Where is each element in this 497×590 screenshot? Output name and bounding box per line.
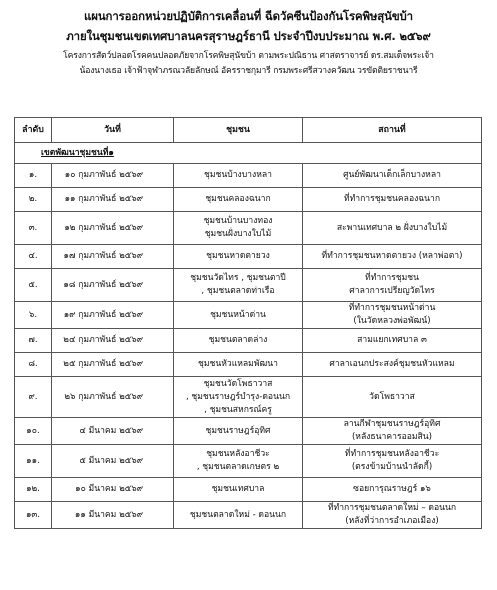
table-row (15, 329, 482, 353)
table-row (15, 212, 482, 245)
column-header-community: ชุมชน (174, 118, 303, 143)
row-date: ๑๒ กุมภาพันธ์ ๒๕๖๙ (52, 212, 174, 245)
document-subtitle: ภายในชุมชนเขตเทศบาลนครสุราษฎร์ธานี ประจำปีงบประมาณ พ.ศ. ๒๕๖๙ (66, 29, 431, 43)
project-description-line2: น้องนางเธอ เจ้าฟ้าจุฬาภรณวลัยลักษณ์ อัครราชกุมารี กรมพระศรีสวางควัฒน วรขัตติยราชนารี (79, 66, 418, 76)
community-name: ชุมชนวัดไทร , ชุมชนตาปี (190, 273, 286, 283)
row-number: ๙. (15, 377, 52, 418)
table-row (15, 418, 482, 445)
row-community (174, 478, 303, 502)
community-name: ชุมชนหาดตายวง (206, 251, 270, 261)
row-number: ๑๒. (15, 478, 52, 502)
row-community (174, 245, 303, 269)
row-community (174, 502, 303, 529)
row-place (303, 353, 482, 377)
place-name: (หลังธนาคารออมสิน) (351, 432, 433, 442)
row-place (303, 377, 482, 418)
table-row (15, 245, 482, 269)
place-name: สามแยกเทศบาล ๓ (357, 335, 427, 345)
community-name: ชุมชนบ้านบางทอง (203, 216, 273, 226)
place-name: (ตรงข้ามบ้านนำลัดกี้) (351, 462, 433, 472)
row-date: ๑๑ มีนาคม ๒๕๖๙ (52, 502, 174, 529)
table-row (15, 188, 482, 212)
row-community (174, 353, 303, 377)
community-name: ชุมชนวัดโพธาวาส (203, 378, 273, 389)
column-header-number: ลำดับ (15, 118, 52, 143)
community-name: , ชุมชนราษฎร์บำรุง-ดอนนก (185, 391, 291, 402)
project-description-line1: โครงการสัตว์ปลอดโรคคนปลอดภัยจากโรคพิษสุนัขบ้า ตามพระปณิธาน ศาสตราจารย์ ดร.สมเด็จพระเจ้า (63, 51, 434, 61)
row-place (303, 302, 482, 329)
community-name: ชุมชนฝั่งบางใบไม้ (204, 229, 272, 239)
row-number: ๓. (15, 212, 52, 245)
place-name: ที่ทำการชุมชนหน้าด่าน (348, 303, 436, 313)
column-header-place: สถานที่ (303, 118, 482, 143)
place-name: (ในวัดหลวงพ่อพัฒน์) (353, 316, 431, 326)
table-row (15, 353, 482, 377)
row-date: ๒๔ กุมภาพันธ์ ๒๕๖๙ (52, 329, 174, 353)
row-date: ๑๐ มีนาคม ๒๕๖๙ (52, 478, 174, 502)
table-row (15, 164, 482, 188)
place-name: ที่ทำการชุมชนหลังอาชีวะ (344, 449, 440, 459)
row-place (303, 418, 482, 445)
row-number: ๘. (15, 353, 52, 377)
row-number: ๑. (15, 164, 52, 188)
place-name: ที่ทำการชุมชนตลาดใหม่ – ดอนนก (327, 503, 457, 513)
community-name: ชุมชนคลองฉนาก (205, 194, 271, 204)
row-place (303, 502, 482, 529)
schedule-table (14, 117, 482, 529)
row-community (174, 302, 303, 329)
table-row (15, 478, 482, 502)
row-date: ๑๗ กุมภาพันธ์ ๒๕๖๙ (52, 245, 174, 269)
document-header (0, 0, 497, 79)
zone-label: เขตพัฒนาชุมชนที่๑ (15, 143, 482, 164)
place-name: วัดโพธาวาส (369, 391, 415, 402)
row-community (174, 269, 303, 302)
table-row (15, 445, 482, 478)
place-name: ศูนย์พัฒนาเด็กเล็กบางหลา (343, 170, 441, 180)
row-number: ๔. (15, 245, 52, 269)
row-community (174, 445, 303, 478)
row-community (174, 212, 303, 245)
row-date: ๒๕ กุมภาพันธ์ ๒๕๖๙ (52, 353, 174, 377)
row-community (174, 377, 303, 418)
row-place (303, 245, 482, 269)
row-date: ๔ มีนาคม ๒๕๖๙ (52, 418, 174, 445)
row-date: ๒๖ กุมภาพันธ์ ๒๕๖๙ (52, 377, 174, 418)
row-place (303, 478, 482, 502)
zone-row (15, 143, 482, 164)
place-name: ที่ทำการชุมชนหาดตายวง (หลาพ่อตา) (321, 251, 463, 261)
row-number: ๑๐. (15, 418, 52, 445)
row-number: ๒. (15, 188, 52, 212)
community-name: , ชุมชนตลาดเกษตร ๒ (196, 462, 280, 472)
row-community (174, 164, 303, 188)
table-header-row (15, 118, 482, 143)
document-title: แผนการออกหน่วยปฏิบัติการเคลื่อนที่ ฉีดวัคซีนป้องกันโรคพิษสุนัขบ้า (84, 9, 413, 23)
place-name: ศาลาเอนกประสงค์ชุมชนหัวแหลม (329, 359, 455, 369)
place-name: ที่ทำการชุมชนคลองฉนาก (343, 194, 441, 204)
row-place (303, 269, 482, 302)
row-date: ๑๑ กุมภาพันธ์ ๒๕๖๙ (52, 188, 174, 212)
row-number: ๑๓. (15, 502, 52, 529)
community-name: ชุมชนหัวแหลมพัฒนา (198, 359, 278, 369)
community-name: ชุมชนหลังอาชีวะ (206, 449, 270, 459)
table-row (15, 269, 482, 302)
row-date: ๑๐ กุมภาพันธ์ ๒๕๖๙ (52, 164, 174, 188)
row-date: ๑๙ กุมภาพันธ์ ๒๕๖๙ (52, 302, 174, 329)
row-number: ๗. (15, 329, 52, 353)
place-name: สะพานเทศบาล ๒ ฝั่งบางใบไม้ (336, 222, 448, 233)
row-community (174, 188, 303, 212)
community-name: ชุมชนหน้าด่าน (210, 309, 266, 320)
row-place (303, 329, 482, 353)
community-name: ชุมชนเทศบาล (211, 484, 265, 494)
place-name: ซอยการุณราษฎร์ ๑๖ (353, 484, 431, 494)
table-row (15, 377, 482, 418)
row-place (303, 188, 482, 212)
place-name: (หลังที่ว่าการอำเภอเมือง) (345, 516, 439, 526)
row-number: ๕. (15, 269, 52, 302)
row-community (174, 418, 303, 445)
table-row (15, 502, 482, 529)
column-header-date: วันที่ (52, 118, 174, 143)
row-number: ๑๑. (15, 445, 52, 478)
table-row (15, 302, 482, 329)
row-place (303, 445, 482, 478)
row-community (174, 329, 303, 353)
community-name: ชุมชนตลาดใหม่ - ดอนนก (189, 509, 287, 520)
row-date: ๑๘ กุมภาพันธ์ ๒๕๖๙ (52, 269, 174, 302)
row-place (303, 164, 482, 188)
place-name: ศาลาการเปรียญวัดไทร (349, 286, 435, 296)
community-name: ชุมชนตลาดล่าง (208, 335, 268, 345)
row-place (303, 212, 482, 245)
place-name: ที่ทำการชุมชน (364, 273, 419, 283)
row-number: ๖. (15, 302, 52, 329)
community-name: , ชุมชนตลาดท่าเรือ (201, 286, 275, 296)
community-name: ชุมชนราษฎร์อุทิศ (205, 425, 271, 436)
row-date: ๕ มีนาคม ๒๕๖๙ (52, 445, 174, 478)
place-name: ลานกีฬาชุมชนราษฎร์อุทิศ (343, 419, 441, 429)
community-name: , ชุมชนสหกรณ์ครู (204, 404, 272, 415)
community-name: ชุมชนบ้างบางหลา (204, 170, 272, 180)
